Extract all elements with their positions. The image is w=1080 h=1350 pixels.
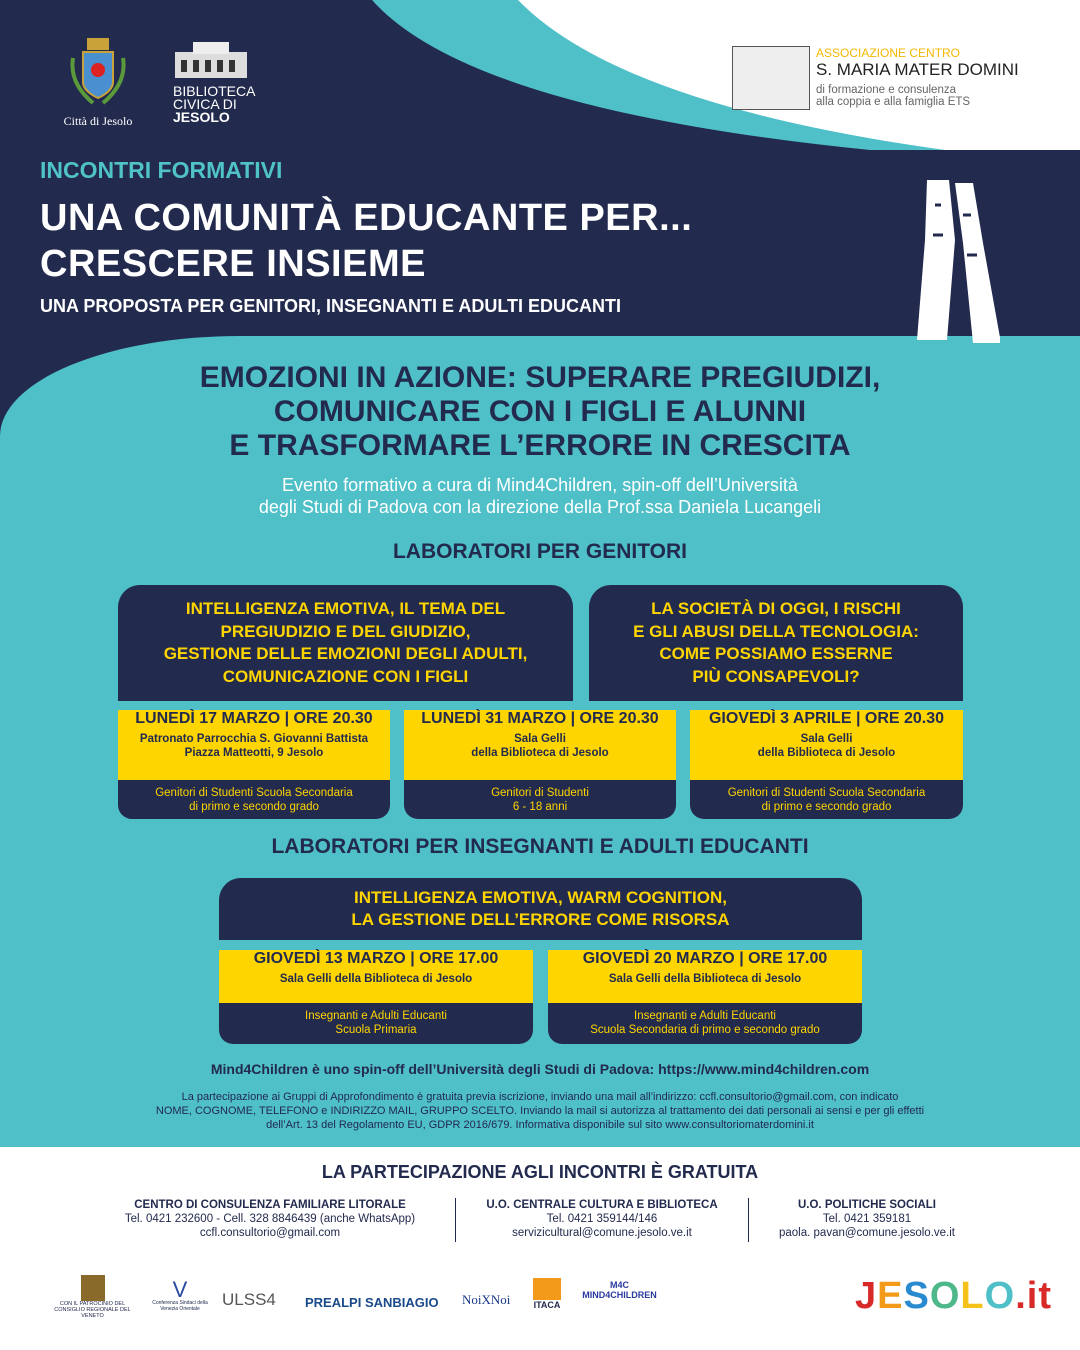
jesolo-brand-logo: JESOLO.it: [855, 1275, 1052, 1317]
parents-topic-2: LA SOCIETÀ DI OGGI, I RISCHI E GLI ABUSI DELLA TECNOLOGIA: COME POSSIAMO ESSERNE PIÙ CONSAPEVOLI?: [589, 585, 963, 701]
page-title: UNA COMUNITÀ EDUCANTE PER... CRESCERE INSIEME: [40, 197, 693, 285]
parents-session-3: GIOVEDÌ 3 APRILE | ORE 20.30 Sala Gelli della Biblioteca di Jesolo Genitori di Studenti Scuola Secondaria di primo e secondo grado: [690, 700, 963, 819]
sponsor-mind4children: M4C MIND4CHILDREN: [582, 1280, 657, 1300]
kicker: INCONTRI FORMATIVI: [40, 157, 283, 183]
sponsor-ulss4: ULSS4: [222, 1290, 276, 1309]
association-logo: ASSOCIAZIONE CENTRO S. MARIA MATER DOMINI di formazione e consulenza alla coppia e alla famiglia ETS: [816, 46, 1019, 108]
sponsor-prealpi: PREALPI SANBIAGIO: [305, 1295, 439, 1310]
spinoff-note: Mind4Children è uno spin-off dell’Università degli Studi di Padova: https://www.mind4children.com: [210, 1061, 870, 1077]
free-participation: LA PARTECIPAZIONE AGLI INCONTRI È GRATUITA: [321, 1162, 759, 1182]
sponsor-itaca: ITACA: [533, 1278, 561, 1310]
contact-1: CENTRO DI CONSULENZA FAMILIARE LITORALE Tel. 0421 232600 - Cell. 328 8846439 (anche WhatsApp) ccfl.consultorio@gmail.com: [124, 1199, 416, 1239]
teachers-heading: LABORATORI PER INSEGNANTI E ADULTI EDUCANTI: [271, 835, 809, 858]
teachers-session-2: GIOVEDÌ 20 MARZO | ORE 17.00 Sala Gelli della Biblioteca di Jesolo Insegnanti e Adulti Educanti Scuola Secondaria di primo e secondo grado: [548, 940, 862, 1044]
parents-session-1: LUNEDÌ 17 MARZO | ORE 20.30 Patronato Parrocchia S. Giovanni Battista Piazza Matteotti, 9 Jesolo Genitori di Studenti Scuola Secondaria di primo e secondo grado: [118, 700, 390, 819]
mater-domini-logo-image: [732, 46, 810, 110]
event-description: Evento formativo a cura di Mind4Children, spin-off dell’Università degli Studi di Padova con la direzione della Prof.ssa Daniela Lucangeli: [258, 475, 822, 517]
teachers-topic: INTELLIGENZA EMOTIVA, WARM COGNITION, LA GESTIONE DELL’ERRORE COME RISORSA: [219, 878, 862, 940]
sponsor-noixnoi: NoiXNoi: [462, 1292, 511, 1307]
contact-2: U.O. CENTRALE CULTURA E BIBLIOTECA Tel. 0421 359144/146 servizicultural@comune.jesolo.ve.it: [486, 1199, 718, 1239]
sponsor-conferenza-sindaci: V Conferenza Sindaci della Venezia Orientale: [152, 1277, 208, 1312]
coat-of-arms-icon: [65, 38, 131, 108]
divider: [455, 1198, 456, 1242]
parents-heading: LABORATORI PER GENITORI: [392, 540, 688, 563]
privacy-note: La partecipazione ai Gruppi di Approfondimento è gratuita previa iscrizione, inviando una mail all’indirizzo: ccfl.consultorio@gmail.com, con indicato NOME, COGNOME, TELEFONO e INDIRIZZO MAIL, GRUPPO SCELTO. Inviando la mail si autorizza al trattamento dei dati personali ai sensi e per gli effetti dell’Art. 13 del Regolamento EU, GDPR 2016/679. Informativa disponibile sul sito www.consultoriomaterdomini.it: [155, 1091, 925, 1131]
contact-3: U.O. POLITICHE SOCIALI Tel. 0421 359181 paola. pavan@comune.jesolo.ve.it: [779, 1199, 955, 1239]
event-title: EMOZIONI IN AZIONE: SUPERARE PREGIUDIZI, COMUNICARE CON I FIGLI E ALUNNI E TRASFORMARE L’ERRORE IN CRESCITA: [199, 361, 881, 462]
parents-session-2: LUNEDÌ 31 MARZO | ORE 20.30 Sala Gelli della Biblioteca di Jesolo Genitori di Studenti 6 - 18 anni: [404, 700, 676, 819]
city-logo: Città di Jesolo: [58, 38, 138, 128]
library-building-icon: [173, 40, 249, 80]
parents-topic-1: INTELLIGENZA EMOTIVA, IL TEMA DEL PREGIUDIZIO E DEL GIUDIZIO, GESTIONE DELLE EMOZIONI DEGLI ADULTI, COMUNICAZIONE CON I FIGLI: [118, 585, 573, 701]
divider: [748, 1198, 749, 1242]
subtitle: UNA PROPOSTA PER GENITORI, INSEGNANTI E ADULTI EDUCANTI: [40, 296, 622, 316]
sponsor-consiglio-veneto: CON IL PATROCINIO DEL CONSIGLIO REGIONALE DEL VENETO: [45, 1275, 140, 1319]
bricole-icon: [905, 175, 1000, 350]
teachers-session-1: GIOVEDÌ 13 MARZO | ORE 17.00 Sala Gelli della Biblioteca di Jesolo Insegnanti e Adulti Educanti Scuola Primaria: [219, 940, 533, 1044]
library-logo: BIBLIOTECA CIVICA DI JESOLO: [173, 40, 255, 124]
